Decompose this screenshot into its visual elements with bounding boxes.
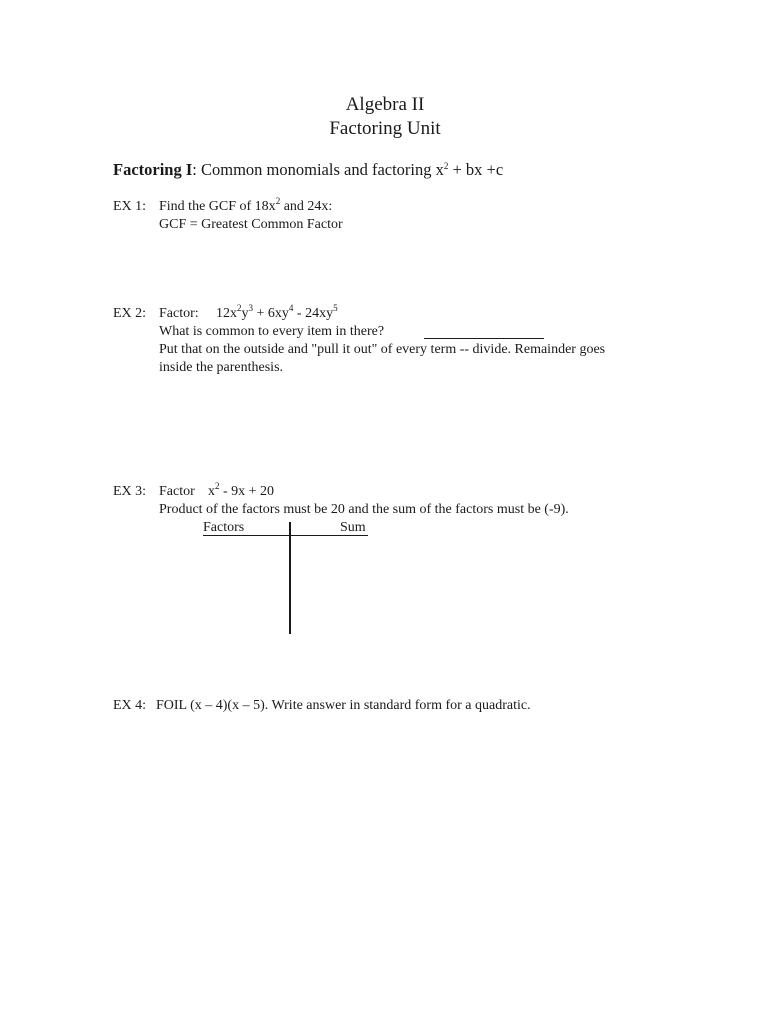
doc-title-line2: Factoring Unit (329, 118, 441, 139)
ex2-term: y (241, 306, 249, 321)
section-heading (113, 160, 503, 180)
section-heading-bold: Factoring I (113, 160, 193, 179)
ex2-label: EX 2: (113, 306, 147, 321)
tchart-factors-header: Factors (203, 520, 245, 535)
ex3-label: EX 3: (113, 484, 147, 499)
ex1-question (159, 196, 333, 215)
ex1-q-text: Find the GCF of 18x (159, 199, 276, 214)
ex3-exp: 2 (215, 481, 220, 491)
section-heading-text-end: + bx +c (448, 160, 504, 179)
ex3-hint: Product of the factors must be 20 and the sum of the factors must be (-9). (159, 502, 569, 517)
ex2-expression (216, 303, 338, 322)
ex2-answer-blank[interactable] (424, 326, 544, 339)
ex2-exp: 2 (237, 303, 242, 313)
ex1-gcf-definition: GCF = Greatest Common Factor (159, 217, 343, 232)
ex2-instruction: Put that on the outside and "pull it out" of every term -- divide. Remainder goes (159, 342, 606, 357)
ex1-label: EX 1: (113, 199, 147, 214)
section-heading-exp: 2 (443, 161, 449, 171)
ex3-expression (208, 481, 275, 500)
doc-title-line1: Algebra II (345, 94, 425, 115)
ex1-q-text-end: and 24x: (280, 199, 333, 214)
ex1-q-exp: 2 (275, 196, 281, 206)
tchart-divider (289, 522, 291, 634)
ex2-instruction-cont: inside the parenthesis. (159, 360, 284, 375)
ex2-factor-label: Factor: (159, 306, 199, 321)
tchart-header-rule (203, 535, 368, 536)
ex2-common-question: What is common to every item in there? (159, 324, 385, 339)
ex2-term: - 24xy (293, 306, 334, 321)
ex3-term: x (208, 484, 215, 499)
ex3-factor-label: Factor (159, 484, 195, 499)
ex2-term: 12x (216, 306, 237, 321)
ex2-exp: 4 (288, 303, 294, 313)
section-heading-text: : Common monomials and factoring x (192, 160, 444, 179)
ex4-question: FOIL (x – 4)(x – 5). Write answer in standard form for a quadratic. (156, 698, 531, 713)
tchart-sum-header: Sum (340, 520, 366, 535)
ex2-exp: 3 (248, 303, 253, 313)
ex2-term: + 6xy (253, 306, 289, 321)
ex3-term: - 9x + 20 (219, 484, 275, 499)
ex4-label: EX 4: (113, 698, 147, 713)
ex2-exp: 5 (333, 303, 338, 313)
